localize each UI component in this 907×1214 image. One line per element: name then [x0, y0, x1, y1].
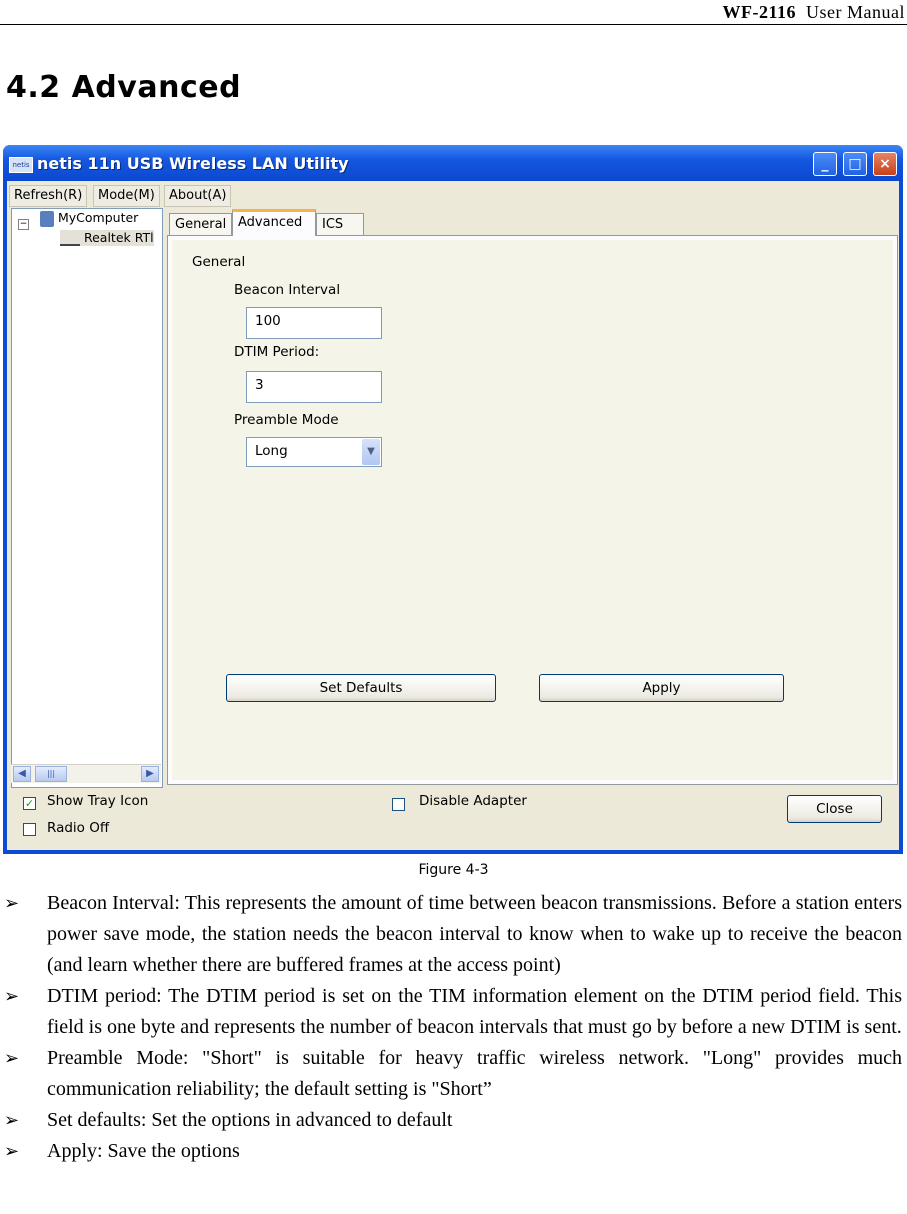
close-window-button[interactable]: ×	[873, 152, 897, 176]
list-item: ➢ Beacon Interval: This represents the amount of time between beacon transmissions. Before a station enters power save mode, the station needs the beacon interval to know when to wake up to receive the beacon (and learn whether there are buffered frames at the access point)	[0, 888, 907, 981]
window-client	[7, 181, 899, 850]
disable-adapter-checkbox[interactable]	[392, 798, 405, 811]
scroll-right-icon[interactable]: ▶	[141, 766, 159, 782]
app-window	[3, 145, 903, 854]
menu-refresh[interactable]: Refresh(R)	[9, 185, 87, 207]
header-text: WF-2116 User Manual	[722, 2, 905, 22]
radio-off-label: Radio Off	[47, 820, 110, 836]
general-group-label: General	[192, 254, 246, 270]
preamble-mode-select[interactable]	[246, 437, 382, 467]
tree-item-adapter[interactable]: Realtek RTl	[60, 230, 154, 246]
arrow-bullet-icon: ➢	[4, 1110, 20, 1131]
menu-mode[interactable]: Mode(M)	[93, 185, 160, 207]
show-tray-icon-checkbox[interactable]: ✓	[24, 797, 35, 810]
list-item: ➢ Preamble Mode: "Short" is suitable for heavy traffic wireless network. "Long" provides much communication reliability; the default setting is "Short”	[0, 1043, 907, 1105]
close-button[interactable]: Close	[787, 795, 882, 823]
disable-adapter-label: Disable Adapter	[419, 793, 527, 809]
tree-horizontal-scrollbar[interactable]	[11, 764, 161, 783]
preamble-mode-label: Preamble Mode	[234, 412, 339, 428]
preamble-mode-value: Long	[255, 443, 288, 459]
arrow-bullet-icon: ➢	[4, 1048, 20, 1069]
window-title: netis 11n USB Wireless LAN Utility	[37, 154, 349, 173]
computer-icon	[40, 211, 54, 227]
advanced-panel-body	[172, 240, 893, 780]
page-header	[0, 0, 907, 25]
arrow-bullet-icon: ➢	[4, 893, 20, 914]
bullet-list	[0, 888, 907, 1167]
radio-off-checkbox[interactable]	[23, 823, 36, 836]
adapter-icon	[60, 232, 80, 246]
dtim-period-label: DTIM Period:	[234, 344, 320, 360]
scroll-thumb[interactable]: |||	[35, 766, 67, 782]
tab-ics[interactable]: ICS	[316, 213, 364, 235]
figure-caption: Figure 4-3	[418, 862, 489, 878]
tab-general[interactable]: General	[169, 213, 232, 235]
list-item: ➢ DTIM period: The DTIM period is set on the TIM information element on the DTIM period field. This field is one byte and represents the number of beacon intervals that must go by before a new DTIM is sent.	[0, 981, 907, 1043]
beacon-interval-input[interactable]: 100	[246, 307, 382, 339]
list-item: ➢ Apply: Save the options	[0, 1136, 907, 1167]
beacon-interval-label: Beacon Interval	[234, 282, 341, 298]
tree-item-mycomputer[interactable]: MyComputer	[40, 210, 138, 227]
arrow-bullet-icon: ➢	[4, 986, 20, 1007]
arrow-bullet-icon: ➢	[4, 1141, 20, 1162]
apply-button[interactable]: Apply	[539, 674, 784, 702]
scroll-left-icon[interactable]: ◀	[13, 766, 31, 782]
adapter-tree[interactable]	[11, 208, 163, 788]
section-title: 4.2 Advanced	[6, 70, 242, 105]
set-defaults-button[interactable]: Set Defaults	[226, 674, 496, 702]
list-item: ➢ Set defaults: Set the options in advanced to default	[0, 1105, 907, 1136]
tab-advanced[interactable]: Advanced	[232, 209, 316, 236]
window-titlebar[interactable]	[3, 145, 903, 181]
minimize-button[interactable]: _	[813, 152, 837, 176]
chevron-down-icon[interactable]: ▼	[362, 439, 380, 465]
dtim-period-input[interactable]: 3	[246, 371, 382, 403]
advanced-panel	[167, 235, 898, 785]
menu-about[interactable]: About(A)	[164, 185, 231, 207]
maximize-button[interactable]: □	[843, 152, 867, 176]
show-tray-icon-label: Show Tray Icon	[47, 793, 149, 809]
app-icon: netis	[9, 157, 33, 173]
tree-expander-icon[interactable]: −	[19, 219, 28, 229]
